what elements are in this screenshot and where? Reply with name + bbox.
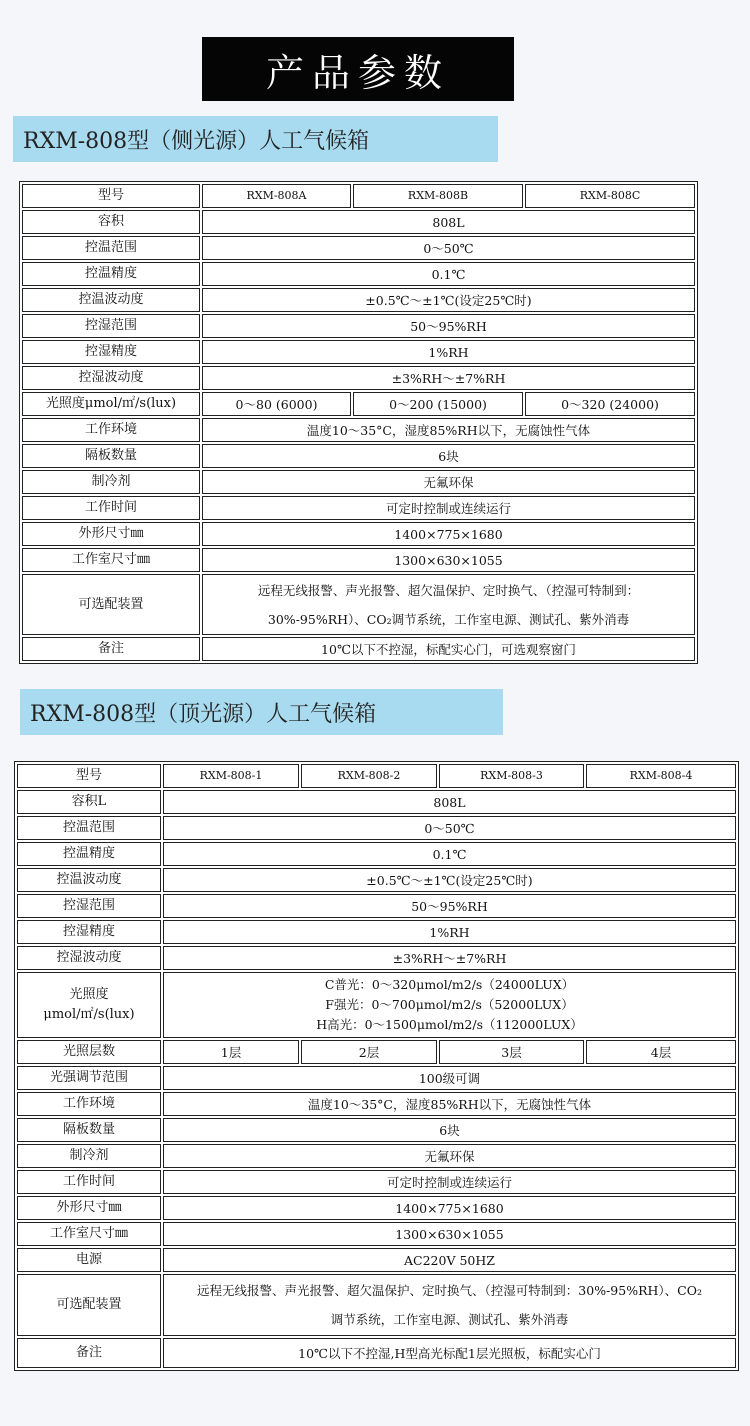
table-row (22, 637, 695, 661)
row-label: 控温波动度 (22, 288, 200, 312)
options-value (163, 1274, 736, 1336)
row-value: 温度10～35°C，湿度85%RH以下，无腐蚀性气体 (163, 1092, 736, 1116)
table-row (22, 548, 695, 572)
row-label: 控温波动度 (17, 868, 161, 892)
row-label: 光照层数 (17, 1040, 161, 1064)
table-row (22, 314, 695, 338)
row-value: 1400×775×1680 (163, 1196, 736, 1220)
row-value: 0～50℃ (163, 816, 736, 840)
table-row (22, 262, 695, 286)
table-row (17, 972, 736, 1038)
table-row (22, 366, 695, 390)
table-row (22, 574, 695, 635)
table-row (22, 288, 695, 312)
row-value: 808L (163, 790, 736, 814)
row-value: 可定时控制或连续运行 (202, 496, 695, 520)
row-label: 控温范围 (17, 816, 161, 840)
table-row (22, 392, 695, 416)
layer-cell: 1层 (163, 1040, 299, 1064)
model-cell: RXM-808A (202, 184, 351, 208)
model-cell: RXM-808C (525, 184, 695, 208)
table-row (17, 1144, 736, 1168)
table-row (17, 816, 736, 840)
table-row (22, 444, 695, 468)
row-label: 工作环境 (22, 418, 200, 442)
layer-cell: 3层 (439, 1040, 584, 1064)
row-label: 外形尺寸㎜ (17, 1196, 161, 1220)
options-line: 30%-95%RH）、CO₂调节系统，工作室电源、测试孔、紫外消毒 (267, 611, 630, 627)
light-line: F强光：0～700μmol/m2/s（52000LUX） (325, 997, 574, 1012)
row-value: 1400×775×1680 (202, 522, 695, 546)
row-label: 制冷剂 (22, 470, 200, 494)
row-value: 无氟环保 (202, 470, 695, 494)
table-row (22, 184, 695, 208)
table-row (17, 1040, 736, 1064)
row-label: 可选配装置 (22, 574, 200, 635)
row-value: 1%RH (202, 340, 695, 364)
row-label: 备注 (22, 637, 200, 661)
row-value: 可定时控制或连续运行 (163, 1170, 736, 1194)
light-line: C普光：0～320μmol/m2/s（24000LUX） (324, 977, 575, 992)
row-value: 808L (202, 210, 695, 234)
options-value (202, 574, 695, 635)
table-row (17, 1118, 736, 1142)
light-label-line: 光照度 (69, 987, 109, 1002)
model-cell: RXM-808-1 (163, 764, 299, 788)
row-label: 容积 (22, 210, 200, 234)
banner-title: 产品参数 (202, 37, 514, 101)
row-label: 控湿范围 (22, 314, 200, 338)
spec-table-top-light (14, 761, 739, 1371)
row-value: 6块 (202, 444, 695, 468)
table-row (17, 946, 736, 970)
row-value: 0～50℃ (202, 236, 695, 260)
row-label: 工作室尺寸㎜ (22, 548, 200, 572)
row-label: 隔板数量 (22, 444, 200, 468)
table-row (22, 496, 695, 520)
row-value: 0.1℃ (202, 262, 695, 286)
table-row (17, 764, 736, 788)
table-row (22, 522, 695, 546)
options-line: 远程无线报警、声光报警、超欠温保护、定时换气、（控湿可特制到： (257, 582, 640, 598)
light-value: 0～80 (6000) (202, 392, 351, 416)
table-row (17, 1196, 736, 1220)
spec-table-side-light (19, 181, 698, 664)
row-label: 工作时间 (17, 1170, 161, 1194)
row-label: 控湿精度 (17, 920, 161, 944)
row-label: 电源 (17, 1248, 161, 1272)
row-value: 50～95%RH (163, 894, 736, 918)
row-label: 控湿范围 (17, 894, 161, 918)
row-label: 隔板数量 (17, 1118, 161, 1142)
row-label: 工作时间 (22, 496, 200, 520)
table-row (17, 790, 736, 814)
table-row (22, 236, 695, 260)
table-row (22, 470, 695, 494)
row-value: 温度10～35°C，湿度85%RH以下，无腐蚀性气体 (202, 418, 695, 442)
row-label (17, 972, 161, 1038)
table-row (17, 1274, 736, 1336)
section2-title: RXM-808型（顶光源）人工气候箱 (20, 689, 503, 735)
table-row (17, 868, 736, 892)
row-value: 10℃以下不控湿,H型高光标配1层光照板，标配实心门 (163, 1338, 736, 1368)
row-label: 控湿精度 (22, 340, 200, 364)
light-label-line: μmol/㎡/s(lux) (43, 1007, 135, 1022)
options-line: 远程无线报警、声光报警、超欠温保护、定时换气、（控湿可特制到：30%-95%RH）、CO₂ (197, 1283, 702, 1298)
row-value: AC220V 50HZ (163, 1248, 736, 1272)
table-row (17, 842, 736, 866)
row-value: ±3%RH～±7%RH (163, 946, 736, 970)
row-label: 容积L (17, 790, 161, 814)
row-value: ±3%RH～±7%RH (202, 366, 695, 390)
light-value: 0～200 (15000) (353, 392, 523, 416)
table-row (17, 894, 736, 918)
options-line: 调节系统，工作室电源、测试孔、紫外消毒 (330, 1312, 569, 1327)
row-label: 控温精度 (17, 842, 161, 866)
row-label: 型号 (17, 764, 161, 788)
row-label: 外形尺寸㎜ (22, 522, 200, 546)
table-row (17, 1248, 736, 1272)
table-row (22, 210, 695, 234)
row-value: ±0.5℃～±1℃(设定25℃时) (163, 868, 736, 892)
layer-cell: 2层 (301, 1040, 437, 1064)
section1-title: RXM-808型（侧光源）人工气候箱 (13, 116, 498, 162)
table-row (22, 340, 695, 364)
model-cell: RXM-808-2 (301, 764, 437, 788)
table-row (17, 1066, 736, 1090)
table-row (17, 1222, 736, 1246)
row-label: 控湿波动度 (22, 366, 200, 390)
table-row (17, 920, 736, 944)
light-line: H高光：0～1500μmol/m2/s（112000LUX） (316, 1017, 583, 1032)
row-value: 1%RH (163, 920, 736, 944)
model-cell: RXM-808-4 (586, 764, 736, 788)
row-label: 工作室尺寸㎜ (17, 1222, 161, 1246)
row-value: 6块 (163, 1118, 736, 1142)
row-label: 控温范围 (22, 236, 200, 260)
table-row (17, 1338, 736, 1368)
row-label: 控湿波动度 (17, 946, 161, 970)
row-label: 光照度μmol/㎡/s(lux) (22, 392, 200, 416)
light-value: 0～320 (24000) (525, 392, 695, 416)
row-value: 100级可调 (163, 1066, 736, 1090)
row-label: 可选配装置 (17, 1274, 161, 1336)
row-label: 光强调节范围 (17, 1066, 161, 1090)
model-cell: RXM-808B (353, 184, 523, 208)
table-row (22, 418, 695, 442)
table-row (17, 1092, 736, 1116)
row-value: 1300×630×1055 (163, 1222, 736, 1246)
row-label: 制冷剂 (17, 1144, 161, 1168)
row-value: 0.1℃ (163, 842, 736, 866)
layer-cell: 4层 (586, 1040, 736, 1064)
row-label: 备注 (17, 1338, 161, 1368)
row-value: ±0.5℃～±1℃(设定25℃时) (202, 288, 695, 312)
model-cell: RXM-808-3 (439, 764, 584, 788)
row-label: 工作环境 (17, 1092, 161, 1116)
row-value: 无氟环保 (163, 1144, 736, 1168)
row-value: 10℃以下不控湿，标配实心门，可选观察窗门 (202, 637, 695, 661)
row-label: 型号 (22, 184, 200, 208)
row-value: 50～95%RH (202, 314, 695, 338)
table-row (17, 1170, 736, 1194)
row-label: 控温精度 (22, 262, 200, 286)
light-values (163, 972, 736, 1038)
row-value: 1300×630×1055 (202, 548, 695, 572)
